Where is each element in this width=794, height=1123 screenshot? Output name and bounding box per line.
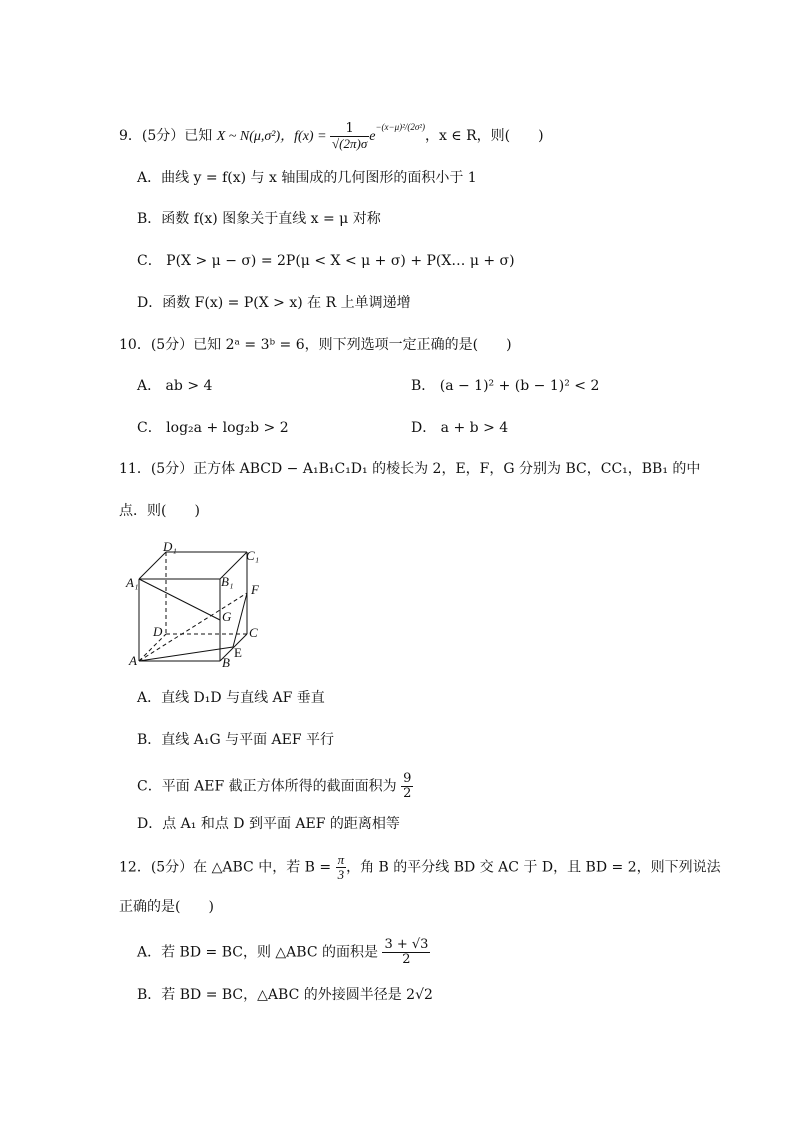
q9-stem-prefix: 9．(5分）已知	[119, 128, 217, 144]
q11-stem-line1: 11．(5分）正方体 ABCD − A₁B₁C₁D₁ 的棱长为 2，E，F，G 分别为 BC，CC₁，BB₁ 的中	[119, 461, 701, 477]
q11-option-b: B．直线 A₁G 与平面 AEF 平行	[137, 732, 335, 748]
q10-option-b: B． (a − 1)² + (b − 1)² < 2	[411, 378, 600, 394]
q9-option-d: D．函数 F(x) = P(X > x) 在 R 上单调递增	[137, 295, 411, 311]
q12-option-a-num: 3 + √3	[384, 937, 429, 952]
q9-option-c: C． P(X > μ − σ) = 2P(μ < X < μ + σ) + P(X… μ + σ)	[137, 253, 515, 269]
segment-a-e	[139, 647, 233, 661]
label-g: G	[222, 609, 232, 624]
q11-option-a: A．直线 D₁D 与直线 AF 垂直	[137, 690, 325, 706]
q12-option-a-prefix: A．若 BD = BC，则 △ABC 的面积是	[137, 944, 383, 961]
label-d1: D₁	[163, 539, 177, 554]
q12-angle-fraction	[336, 853, 347, 882]
label-c: C	[249, 625, 258, 640]
edge-a1-d1	[139, 552, 166, 579]
q9-stem-math: X ~ N(μ,σ²)，f(x) =	[216, 129, 331, 144]
label-f: F	[251, 582, 259, 597]
segment-a1-g	[139, 579, 220, 620]
cube-figure	[125, 539, 275, 673]
q12-option-b: B．若 BD = BC，△ABC 的外接圆半径是 2√2	[137, 987, 433, 1003]
q10-option-a: A． ab > 4	[137, 378, 213, 394]
q11-option-c	[137, 772, 413, 801]
q12-angle-den: 3	[337, 867, 345, 882]
q11-option-c-den: 2	[403, 786, 412, 801]
label-b: B	[222, 655, 230, 669]
q11-option-d: D．点 A₁ 和点 D 到平面 AEF 的距离相等	[137, 816, 400, 832]
q10-stem: 10．(5分）已知 2ᵃ = 3ᵇ = 6，则下列选项一定正确的是( )	[119, 337, 512, 353]
cube-diagram	[125, 539, 275, 669]
q9-coef-den: √(2π)σ	[332, 135, 368, 151]
q12-angle-num: π	[337, 852, 345, 867]
q11-option-c-num: 9	[403, 771, 412, 786]
label-e: E	[234, 645, 242, 660]
label-c1: C₁	[246, 548, 260, 563]
q11-option-c-fraction	[401, 772, 413, 801]
q12-stem-line2: 正确的是( )	[119, 899, 214, 915]
q9-option-b: B．函数 f(x) 图象关于直线 x = μ 对称	[137, 211, 381, 227]
label-a: A	[129, 653, 137, 668]
label-b1: B₁	[221, 574, 234, 589]
q9-exp-sup: −(x−μ)²/(2σ²)	[375, 122, 425, 132]
q12-stem	[119, 853, 721, 882]
q12-option-a-fraction	[382, 938, 430, 967]
q9-stem-suffix: ，x ∈ R，则( )	[424, 128, 544, 144]
q12-option-a	[137, 938, 430, 967]
q9-exp-base: e	[369, 129, 376, 144]
q11-option-c-prefix: C．平面 AEF 截正方体所得的截面面积为	[137, 778, 402, 795]
q11-stem-line2: 点．则( )	[119, 503, 200, 519]
q10-option-c: C． log₂a + log₂b > 2	[137, 420, 289, 436]
q9-coef-num: 1	[330, 122, 369, 137]
q12-option-a-den: 2	[402, 952, 411, 967]
q9-option-a: A．曲线 y = f(x) 与 x 轴围成的几何图形的面积小于 1	[137, 170, 477, 186]
label-d: D	[153, 624, 163, 639]
q9-coef-fraction	[330, 122, 369, 151]
q10-option-d: D． a + b > 4	[411, 420, 509, 436]
q12-stem-suffix: ，角 B 的平分线 BD 交 AC 于 D，且 BD = 2，则下列说法	[346, 859, 721, 876]
q12-stem-prefix: 12．(5分）在 △ABC 中，若 B =	[119, 859, 336, 876]
q9-stem	[119, 117, 544, 151]
label-a1: A₁	[126, 575, 139, 590]
segment-e-f	[233, 593, 247, 647]
